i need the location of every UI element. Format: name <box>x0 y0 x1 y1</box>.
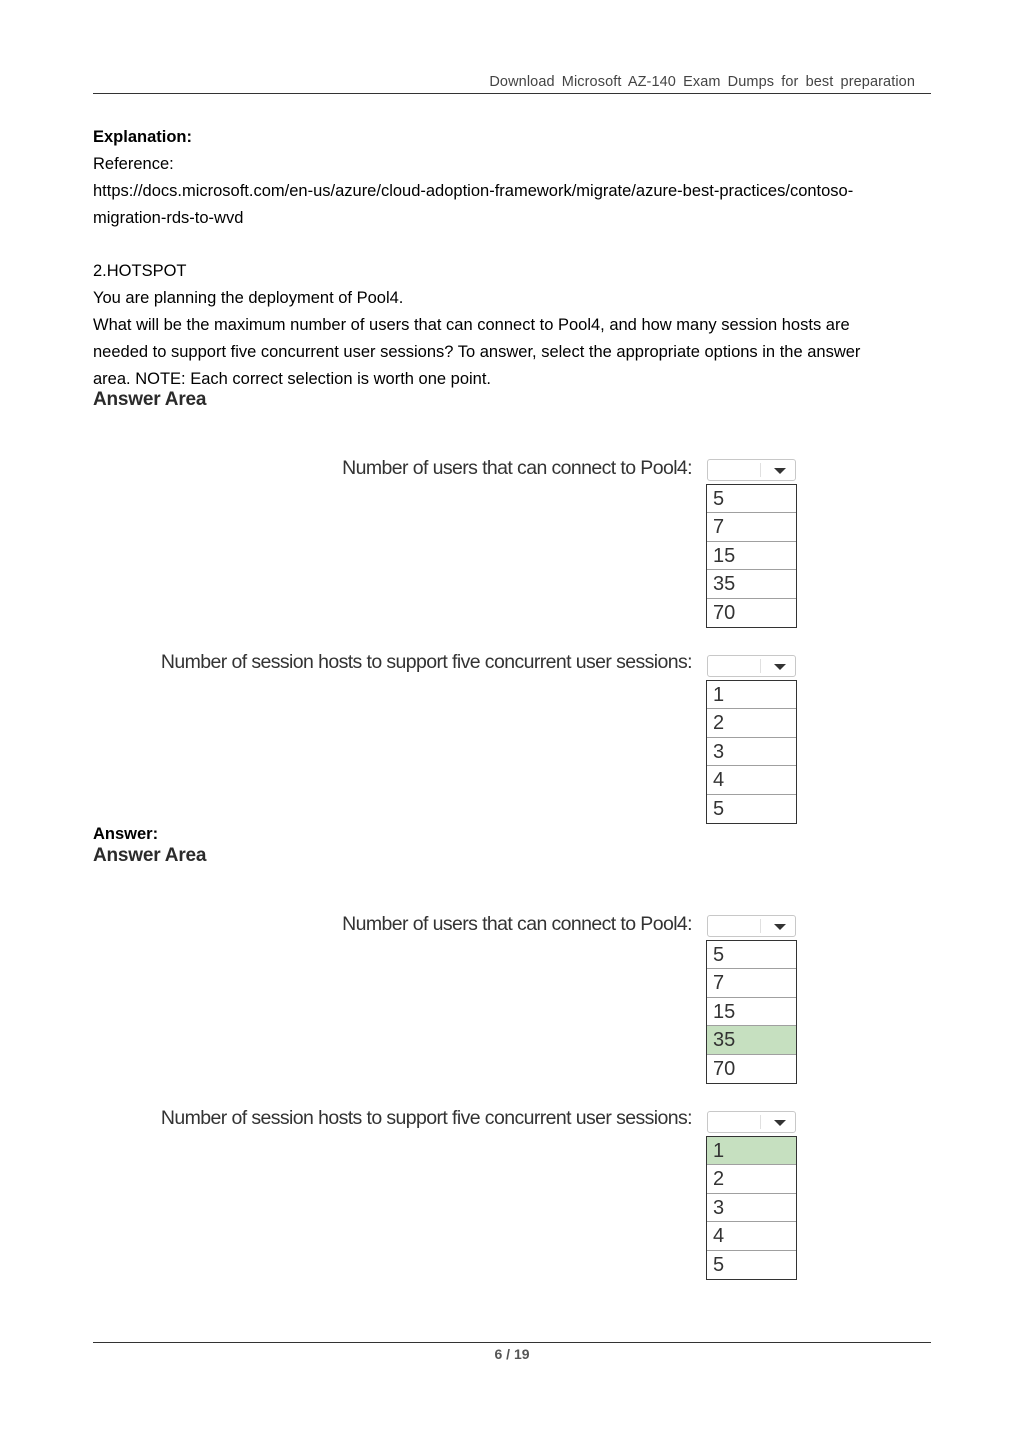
chevron-down-icon <box>774 1120 786 1126</box>
question-hosts-dropdown[interactable] <box>707 655 796 677</box>
question-number-title: 2.HOTSPOT <box>93 262 187 280</box>
option-item[interactable]: 5 <box>713 797 725 820</box>
explanation-heading: Explanation: <box>93 128 193 146</box>
page-number: 6 / 19 <box>494 1346 530 1362</box>
option-item[interactable]: 70 <box>713 1057 736 1080</box>
page-header-text: Download Microsoft AZ-140 Exam Dumps for best preparation <box>489 74 915 90</box>
chevron-down-icon <box>774 468 786 474</box>
answer-hosts-options <box>706 1136 797 1280</box>
question-hosts-label: Number of session hosts to support five concurrent user sessions: <box>160 651 692 673</box>
question-text-line-1: You are planning the deployment of Pool4. <box>93 289 404 307</box>
option-item[interactable]: 3 <box>707 1194 796 1222</box>
option-item[interactable]: 3 <box>707 738 796 766</box>
option-item-selected[interactable]: 1 <box>707 1137 796 1165</box>
reference-url-line-1: https://docs.microsoft.com/en-us/azure/cloud-adoption-framework/migrate/azure-best-practices/contoso- <box>93 182 854 200</box>
answer-hosts-label: Number of session hosts to support five concurrent user sessions: <box>160 1107 692 1129</box>
reference-url-line-2: migration-rds-to-wvd <box>93 209 244 227</box>
option-item[interactable]: 2 <box>707 1165 796 1193</box>
answer-hosts-dropdown[interactable] <box>707 1111 796 1133</box>
option-item[interactable]: 5 <box>713 1253 725 1276</box>
option-item[interactable]: 7 <box>707 969 796 997</box>
answer-heading: Answer: <box>93 825 159 843</box>
option-item[interactable]: 2 <box>707 709 796 737</box>
option-item[interactable]: 7 <box>707 513 796 541</box>
option-item[interactable]: 70 <box>713 601 736 624</box>
document-body <box>93 124 938 393</box>
question-answer-area-title: Answer Area <box>93 389 207 410</box>
question-hosts-options <box>706 680 797 824</box>
option-item[interactable]: 5 <box>707 941 796 969</box>
question-users-options <box>706 484 797 628</box>
answer-users-label: Number of users that can connect to Pool4: <box>342 913 692 935</box>
question-users-dropdown[interactable] <box>707 459 796 481</box>
page-header <box>93 72 931 94</box>
option-item[interactable]: 15 <box>707 998 796 1026</box>
chevron-down-icon <box>774 664 786 670</box>
answer-users-dropdown[interactable] <box>707 915 796 937</box>
page-footer-rule <box>93 1342 931 1343</box>
option-item[interactable]: 35 <box>707 570 796 598</box>
option-item[interactable]: 15 <box>707 542 796 570</box>
option-item[interactable]: 4 <box>707 766 796 794</box>
option-item[interactable]: 1 <box>707 681 796 709</box>
question-users-label: Number of users that can connect to Pool4: <box>342 457 692 479</box>
reference-label: Reference: <box>93 155 174 173</box>
question-text-line-4: area. NOTE: Each correct selection is worth one point. <box>93 370 492 388</box>
option-item[interactable]: 5 <box>707 485 796 513</box>
answer-area-title: Answer Area <box>93 845 207 866</box>
answer-users-options <box>706 940 797 1084</box>
question-text-line-2: What will be the maximum number of users that can connect to Pool4, and how many session hosts are <box>93 316 850 334</box>
chevron-down-icon <box>774 924 786 930</box>
option-item-selected[interactable]: 35 <box>707 1026 796 1054</box>
option-item[interactable]: 4 <box>707 1222 796 1250</box>
question-text-line-3: needed to support five concurrent user sessions? To answer, select the appropriate options in the answer <box>93 343 861 361</box>
